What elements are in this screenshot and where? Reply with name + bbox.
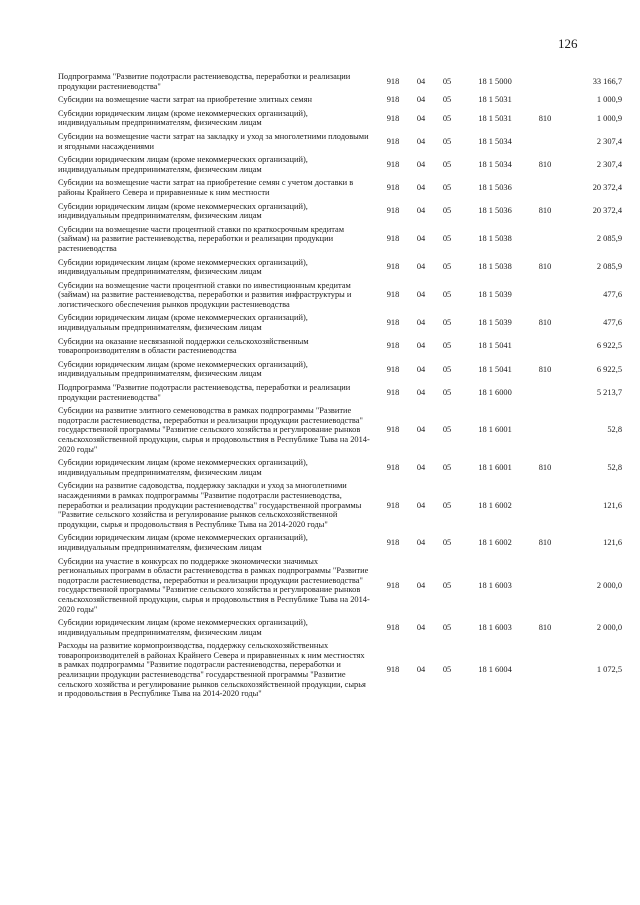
row-vr-code: 810 — [538, 159, 552, 169]
row-gr-code: 918 — [386, 136, 400, 146]
row-rz-code: 04 — [416, 425, 426, 435]
row-sum: 20 372,4 — [592, 183, 622, 193]
row-rz-code: 04 — [416, 387, 426, 397]
table-row — [58, 555, 622, 617]
row-pr-code: 05 — [442, 500, 452, 510]
row-sum: 2 000,0 — [596, 580, 622, 590]
row-csr-code: 18 1 5041 — [478, 341, 512, 351]
table-row — [58, 153, 622, 176]
row-csr-code: 18 1 6002 — [478, 500, 512, 510]
row-vr-code — [530, 176, 560, 199]
row-sum: 1 000,9 — [596, 95, 622, 105]
row-gr-code: 918 — [386, 538, 400, 548]
row-pr-code: 05 — [442, 538, 452, 548]
row-pr-code: 05 — [442, 290, 452, 300]
row-name: Субсидии на участие в конкурсах по поддержке экономически значимых региональных программ в области растениеводства в рамках подпрограммы "Развитие подотрасли растениеводства, переработки и реализации продукции растениеводства" государственной программы "Развитие сельского хозяйства и регулирование рынков сельскохозяйственной продукции, сырья и продовольствия в Республике Тыва на 2014-2020 годы" — [58, 556, 370, 614]
row-rz-code: 04 — [416, 234, 426, 244]
row-csr-code: 18 1 5038 — [478, 262, 512, 272]
row-gr-code: 918 — [386, 206, 400, 216]
table-row — [58, 130, 622, 153]
table-row — [58, 176, 622, 199]
row-csr-code: 18 1 5034 — [478, 136, 512, 146]
row-rz-code: 04 — [416, 318, 426, 328]
row-vr-code — [530, 404, 560, 456]
row-name: Субсидии юридическим лицам (кроме некоммерческих организаций), индивидуальным предпринимателям, физическим лицам — [58, 155, 308, 174]
row-gr-code: 918 — [386, 580, 400, 590]
table-row — [58, 456, 622, 479]
row-pr-code: 05 — [442, 580, 452, 590]
row-csr-code: 18 1 6001 — [478, 462, 512, 472]
table-row — [58, 358, 622, 381]
row-name: Подпрограмма "Развитие подотрасли растениеводства, переработки и реализации продукции растениеводства" — [58, 383, 351, 402]
table-row — [58, 256, 622, 279]
row-csr-code: 18 1 5039 — [478, 290, 512, 300]
row-gr-code: 918 — [386, 95, 400, 105]
row-rz-code: 04 — [416, 341, 426, 351]
row-name: Субсидии на возмещение части затрат на закладку и уход за многолетними плодовыми и ягодными насаждениями — [58, 131, 369, 151]
budget-table — [58, 70, 622, 701]
row-name: Субсидии юридическим лицам (кроме некоммерческих организаций), индивидуальным предпринимателям, физическим лицам — [58, 359, 308, 379]
row-name: Субсидии юридическим лицам (кроме некоммерческих организаций), индивидуальным предпринимателям, физическим лицам — [58, 201, 308, 221]
row-rz-code: 04 — [416, 364, 426, 374]
row-pr-code: 05 — [442, 234, 452, 244]
row-csr-code: 18 1 5031 — [478, 95, 512, 105]
table-row — [58, 404, 622, 456]
row-sum: 2 307,4 — [596, 159, 622, 169]
row-gr-code: 918 — [386, 622, 400, 632]
row-csr-code: 18 1 5041 — [478, 364, 512, 374]
row-sum: 20 372,4 — [592, 206, 622, 216]
row-vr-code — [530, 70, 560, 93]
row-pr-code: 05 — [442, 136, 452, 146]
row-vr-code — [530, 130, 560, 153]
row-sum: 477,6 — [603, 290, 622, 300]
row-rz-code: 04 — [416, 95, 426, 105]
row-name: Субсидии юридическим лицам (кроме некоммерческих организаций), индивидуальным предпринимателям, физическим лицам — [58, 257, 308, 277]
row-gr-code: 918 — [386, 462, 400, 472]
row-sum: 33 166,7 — [592, 76, 622, 86]
row-sum: 52,8 — [607, 425, 622, 435]
row-gr-code: 918 — [386, 425, 400, 435]
row-name: Субсидии на оказание несвязанной поддержки сельскохозяйственным товаропроизводителям в области растениеводства — [58, 336, 309, 356]
row-vr-code — [530, 223, 560, 256]
row-name: Субсидии на возмещение части затрат на приобретение элитных семян — [58, 95, 312, 105]
row-csr-code: 18 1 5034 — [478, 159, 512, 169]
row-gr-code: 918 — [386, 290, 400, 300]
row-vr-code — [530, 555, 560, 617]
row-sum: 1 072,5 — [596, 665, 622, 675]
row-pr-code: 05 — [442, 183, 452, 193]
row-rz-code: 04 — [416, 76, 426, 86]
row-rz-code: 04 — [416, 183, 426, 193]
row-vr-code — [530, 279, 560, 312]
row-gr-code: 918 — [386, 76, 400, 86]
row-vr-code: 810 — [538, 538, 552, 548]
row-pr-code: 05 — [442, 159, 452, 169]
row-name: Расходы на развитие кормопроизводства, поддержку сельскохозяйственных товаропроизводителей в районах Крайнего Севера и приравненных к ним местностях в рамках подпрограммы "Развитие подотрасли растениеводства, переработки и реализации продукции растениеводства" государственной программы "Развитие сельского хозяйства и регулирование рынков сельскохозяйственной продукции, сырья и продовольствия в Республике Тыва на 2014-2020 годы" — [58, 641, 366, 699]
row-name: Субсидии юридическим лицам (кроме некоммерческих организаций), индивидуальным предпринимателям, физическим лицам — [58, 533, 308, 552]
row-pr-code: 05 — [442, 206, 452, 216]
row-name: Субсидии юридическим лицам (кроме некоммерческих организаций), индивидуальным предпринимателям, физическим лицам — [58, 108, 308, 128]
row-sum: 52,8 — [607, 462, 622, 472]
row-sum: 2 085,9 — [596, 262, 622, 272]
row-vr-code: 810 — [538, 622, 552, 632]
row-gr-code: 918 — [386, 387, 400, 397]
row-name: Подпрограмма "Развитие подотрасли растениеводства, переработки и реализации продукции растениеводства" — [58, 72, 351, 91]
row-sum: 121,6 — [603, 538, 622, 548]
table-row — [58, 616, 622, 639]
table-row — [58, 381, 622, 404]
row-name: Субсидии на возмещение части процентной ставки по краткосрочным кредитам (займам) на развитие растениеводства, переработки и реализации продукции растениеводства — [58, 224, 345, 253]
row-pr-code: 05 — [442, 341, 452, 351]
row-vr-code: 810 — [538, 462, 552, 472]
row-rz-code: 04 — [416, 262, 426, 272]
row-pr-code: 05 — [442, 318, 452, 328]
table-row — [58, 279, 622, 312]
row-vr-code — [530, 479, 560, 531]
budget-table-body — [58, 70, 622, 701]
row-vr-code — [530, 335, 560, 358]
row-rz-code: 04 — [416, 580, 426, 590]
table-row — [58, 93, 622, 107]
row-name: Субсидии юридическим лицам (кроме некоммерческих организаций), индивидуальным предпринимателям, физическим лицам — [58, 313, 308, 333]
row-pr-code: 05 — [442, 113, 452, 123]
table-row — [58, 223, 622, 256]
row-pr-code: 05 — [442, 665, 452, 675]
table-row — [58, 335, 622, 358]
row-sum: 6 922,5 — [596, 364, 622, 374]
row-rz-code: 04 — [416, 462, 426, 472]
row-name: Субсидии на развитие садоводства, поддержку закладки и уход за многолетними насаждениями в рамках подпрограммы "Развитие подотрасли растениеводства, переработки и реализации продукции растениеводства" государственной программы "Развитие сельского хозяйства и регулирование рынков сельскохозяйственной продукции, сырья и продовольствия в Республике Тыва на 2014-2020 годы" — [58, 481, 362, 529]
row-pr-code: 05 — [442, 262, 452, 272]
row-vr-code — [530, 93, 560, 107]
row-gr-code: 918 — [386, 665, 400, 675]
row-csr-code: 18 1 6003 — [478, 622, 512, 632]
row-gr-code: 918 — [386, 234, 400, 244]
row-csr-code: 18 1 5039 — [478, 318, 512, 328]
table-row — [58, 70, 622, 93]
row-rz-code: 04 — [416, 113, 426, 123]
row-csr-code: 18 1 5000 — [478, 76, 512, 86]
row-name: Субсидии на развитие элитного семеноводства в рамках подпрограммы "Развитие подотрасли растениеводства, переработки и реализации продукции растениеводства" государственной программы "Развитие сельского хозяйства и регулирование рынков сельскохозяйственной продукции, сырья и продовольствия в Республике Тыва на 2014-2020 годы" — [58, 406, 370, 454]
row-sum: 121,6 — [603, 500, 622, 510]
row-rz-code: 04 — [416, 290, 426, 300]
row-vr-code: 810 — [538, 364, 552, 374]
row-sum: 477,6 — [603, 318, 622, 328]
row-vr-code: 810 — [538, 206, 552, 216]
row-rz-code: 04 — [416, 538, 426, 548]
row-gr-code: 918 — [386, 341, 400, 351]
row-rz-code: 04 — [416, 500, 426, 510]
row-rz-code: 04 — [416, 206, 426, 216]
table-row — [58, 639, 622, 701]
table-row — [58, 107, 622, 130]
row-gr-code: 918 — [386, 364, 400, 374]
row-sum: 2 085,9 — [596, 234, 622, 244]
page-number: 126 — [558, 36, 578, 51]
row-rz-code: 04 — [416, 159, 426, 169]
row-pr-code: 05 — [442, 364, 452, 374]
row-sum: 2 307,4 — [596, 136, 622, 146]
row-name: Субсидии юридическим лицам (кроме некоммерческих организаций), индивидуальным предпринимателям, физическим лицам — [58, 618, 308, 637]
table-row — [58, 311, 622, 334]
row-vr-code: 810 — [538, 262, 552, 272]
row-sum: 1 000,9 — [596, 113, 622, 123]
row-vr-code: 810 — [538, 318, 552, 328]
row-name: Субсидии на возмещение части процентной ставки по инвестиционным кредитам (займам) на развитие растениеводства, переработки и развития инфраструктуры и логистического обеспечения рынков продукции растениеводства — [58, 280, 352, 309]
row-csr-code: 18 1 5036 — [478, 183, 512, 193]
row-rz-code: 04 — [416, 136, 426, 146]
row-name: Субсидии юридическим лицам (кроме некоммерческих организаций), индивидуальным предпринимателям, физическим лицам — [58, 458, 308, 477]
row-rz-code: 04 — [416, 622, 426, 632]
row-pr-code: 05 — [442, 622, 452, 632]
row-gr-code: 918 — [386, 113, 400, 123]
table-row — [58, 200, 622, 223]
row-pr-code: 05 — [442, 425, 452, 435]
row-sum: 5 213,7 — [596, 387, 622, 397]
row-csr-code: 18 1 5036 — [478, 206, 512, 216]
row-pr-code: 05 — [442, 462, 452, 472]
row-csr-code: 18 1 6002 — [478, 538, 512, 548]
row-gr-code: 918 — [386, 262, 400, 272]
table-row — [58, 531, 622, 554]
row-csr-code: 18 1 5031 — [478, 113, 512, 123]
row-rz-code: 04 — [416, 665, 426, 675]
table-row — [58, 479, 622, 531]
row-csr-code: 18 1 6001 — [478, 425, 512, 435]
row-csr-code: 18 1 6000 — [478, 387, 512, 397]
row-vr-code — [530, 639, 560, 701]
row-csr-code: 18 1 5038 — [478, 234, 512, 244]
row-vr-code — [530, 381, 560, 404]
row-gr-code: 918 — [386, 183, 400, 193]
row-sum: 2 000,0 — [596, 622, 622, 632]
row-pr-code: 05 — [442, 95, 452, 105]
row-gr-code: 918 — [386, 318, 400, 328]
row-csr-code: 18 1 6004 — [478, 665, 512, 675]
row-gr-code: 918 — [386, 500, 400, 510]
row-pr-code: 05 — [442, 76, 452, 86]
row-sum: 6 922,5 — [596, 341, 622, 351]
row-vr-code: 810 — [538, 113, 552, 123]
row-csr-code: 18 1 6003 — [478, 580, 512, 590]
row-gr-code: 918 — [386, 159, 400, 169]
row-pr-code: 05 — [442, 387, 452, 397]
row-name: Субсидии на возмещение части затрат на приобретение семян с учетом доставки в районы Крайнего Севера и приравненные к ним местности — [58, 178, 354, 197]
